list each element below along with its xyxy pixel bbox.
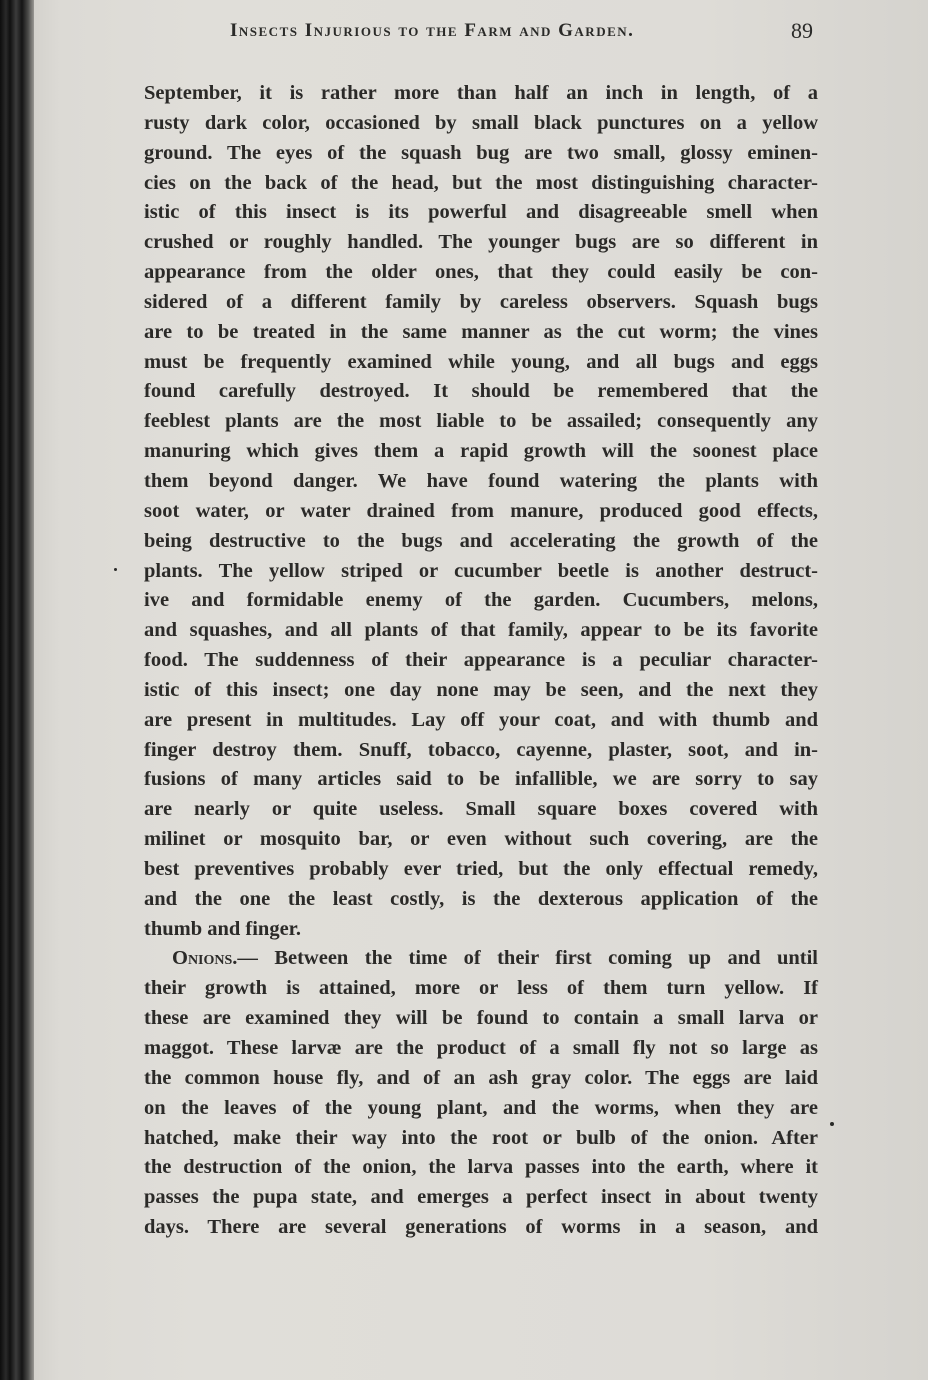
text-line — [144, 944, 818, 974]
ink-speck — [114, 568, 117, 571]
text-line: thumb and finger. — [144, 917, 302, 940]
text-line: passes the pupa state, and emerges a perfect insect in about twenty — [144, 1186, 818, 1209]
text-line: are present in multitudes. Lay off your coat, and with thumb and — [144, 708, 818, 731]
text-line: istic of this insect; one day none may be seen, and the next they — [144, 678, 818, 701]
text-line: best preventives probably ever tried, but the only effectual remedy, — [144, 857, 818, 880]
text-line: sidered of a different family by careless observers. Squash bugs — [144, 290, 818, 313]
text-line: on the leaves of the young plant, and the worms, when they are — [144, 1096, 818, 1119]
ink-speck — [830, 1122, 834, 1126]
text-line: milinet or mosquito bar, or even without such covering, are the — [144, 828, 818, 851]
text-line: and the one the least costly, is the dexterous application of the — [144, 887, 818, 910]
text-line: plants. The yellow striped or cucumber beetle is another destruct- — [144, 559, 818, 582]
text-line: found carefully destroyed. It should be remembered that the — [144, 380, 818, 403]
text-line: and squashes, and all plants of that family, appear to be its favorite — [144, 619, 818, 642]
text-line: rusty dark color, occasioned by small black punctures on a yellow — [144, 111, 818, 134]
text-line: days. There are several generations of worms in a season, and — [144, 1216, 818, 1239]
text-line: maggot. These larvæ are the product of a small fly not so large as — [144, 1037, 818, 1059]
text-line: their growth is attained, more or less of them turn yellow. If — [144, 977, 818, 1000]
text-line: manuring which gives them a rapid growth will the soonest place — [144, 440, 818, 463]
text-line: soot water, or water drained from manure, produced good effects, — [144, 499, 818, 522]
text-line: food. The suddenness of their appearance is a peculiar character- — [144, 649, 818, 672]
text-line: crushed or roughly handled. The younger bugs are so different in — [144, 231, 818, 254]
text-line: the destruction of the onion, the larva passes into the earth, where it — [144, 1156, 818, 1179]
section-heading-onions: Onions. — [172, 947, 238, 970]
page-number: 89 — [791, 18, 813, 43]
text-line: finger destroy them. Snuff, tobacco, cayenne, plaster, soot, and in- — [144, 738, 818, 761]
paragraph-squash-bugs — [144, 79, 818, 944]
text-line: fusions of many articles said to be infallible, we are sorry to say — [144, 768, 818, 791]
text-line: are nearly or quite useless. Small square boxes covered with — [144, 798, 818, 821]
text-line: September, it is rather more than half an inch in length, of a — [144, 82, 818, 104]
text-line: cies on the back of the head, but the most distinguishing character- — [144, 171, 818, 194]
text-line: hatched, make their way into the root or bulb of the onion. After — [144, 1126, 818, 1149]
text-line: being destructive to the bugs and accelerating the growth of the — [144, 529, 818, 552]
text-line: these are examined they will be found to contain a small larva or — [144, 1007, 818, 1030]
text-line: feeblest plants are the most liable to be assailed; consequently any — [144, 410, 818, 433]
text-line: istic of this insect is its powerful and disagreeable smell when — [144, 201, 818, 224]
text-run: — Between the time of their first coming up and until — [237, 947, 818, 970]
body-text — [144, 79, 818, 1243]
text-line: must be frequently examined while young, and all bugs and eggs — [144, 350, 818, 373]
text-line: ground. The eyes of the squash bug are two small, glossy eminen- — [144, 141, 818, 164]
text-line: are to be treated in the same manner as the cut worm; the vines — [144, 320, 818, 343]
paragraph-onions — [144, 944, 818, 1242]
book-binding-edge — [0, 0, 34, 1380]
text-line: ive and formidable enemy of the garden. Cucumbers, melons, — [144, 589, 818, 612]
text-line: them beyond danger. We have found watering the plants with — [144, 469, 818, 492]
text-line: the common house fly, and of an ash gray color. The eggs are laid — [144, 1066, 818, 1089]
running-head: Insects Injurious to the Farm and Garden. — [230, 20, 635, 41]
text-line: appearance from the older ones, that they could easily be con- — [144, 261, 818, 284]
